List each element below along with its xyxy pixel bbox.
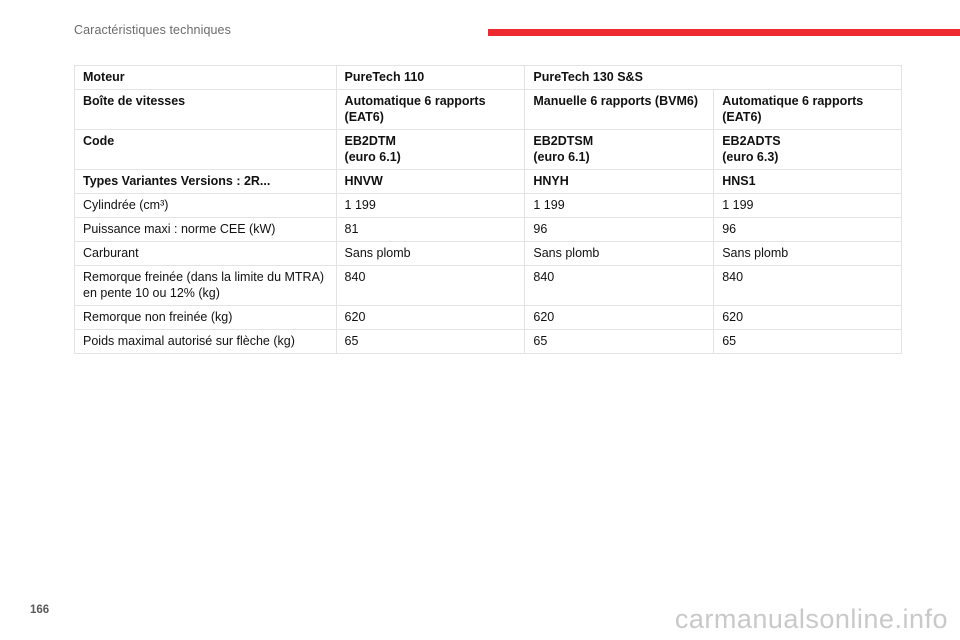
table-cell: 620 [714,306,902,330]
table-cell: HNYH [525,170,714,194]
table-cell: 81 [336,218,525,242]
table-row [75,266,902,306]
table-cell: 96 [525,218,714,242]
row-label-cell: Code [75,130,337,170]
table-row [75,194,902,218]
table-cell: 96 [714,218,902,242]
table-cell: EB2ADTS (euro 6.3) [714,130,902,170]
row-label-cell: Remorque freinée (dans la limite du MTRA) en pente 10 ou 12% (kg) [75,266,337,306]
row-label-cell: Remorque non freinée (kg) [75,306,337,330]
table-cell: 840 [336,266,525,306]
table-row [75,306,902,330]
table-row [75,242,902,266]
row-label-cell: Poids maximal autorisé sur flèche (kg) [75,330,337,354]
table-cell: Automatique 6 rapports (EAT6) [336,90,525,130]
row-label-cell: Carburant [75,242,337,266]
page-number: 166 [30,604,50,616]
row-label-cell: Puissance maxi : norme CEE (kW) [75,218,337,242]
table-cell: EB2DTSM (euro 6.1) [525,130,714,170]
row-label-cell: Moteur [75,66,337,90]
table-cell: PureTech 110 [336,66,525,90]
table-cell: 1 199 [525,194,714,218]
table-row [75,130,902,170]
table-cell: 840 [714,266,902,306]
table-row [75,170,902,194]
table-cell: PureTech 130 S&S [525,66,902,90]
table-cell: 65 [336,330,525,354]
watermark: carmanualsonline.info [674,604,948,634]
table-cell: 1 199 [714,194,902,218]
header-accent-bar [488,29,960,36]
table-cell: Automatique 6 rapports (EAT6) [714,90,902,130]
table-cell: 840 [525,266,714,306]
table-cell: Sans plomb [525,242,714,266]
row-label-cell: Boîte de vitesses [75,90,337,130]
row-label-cell: Cylindrée (cm³) [75,194,337,218]
section-title: Caractéristiques techniques [74,23,231,37]
table-cell: 65 [525,330,714,354]
table-row [75,218,902,242]
table-row [75,330,902,354]
row-label-cell: Types Variantes Versions : 2R... [75,170,337,194]
table-cell: 620 [336,306,525,330]
table-cell: HNS1 [714,170,902,194]
table-cell: EB2DTM (euro 6.1) [336,130,525,170]
table-cell: 620 [525,306,714,330]
table-row [75,90,902,130]
table-cell: HNVW [336,170,525,194]
specifications-table [74,65,902,354]
table-row [75,66,902,90]
table-cell: Manuelle 6 rapports (BVM6) [525,90,714,130]
specifications-table-body [75,66,902,354]
table-cell: Sans plomb [714,242,902,266]
table-cell: Sans plomb [336,242,525,266]
table-cell: 65 [714,330,902,354]
table-cell: 1 199 [336,194,525,218]
